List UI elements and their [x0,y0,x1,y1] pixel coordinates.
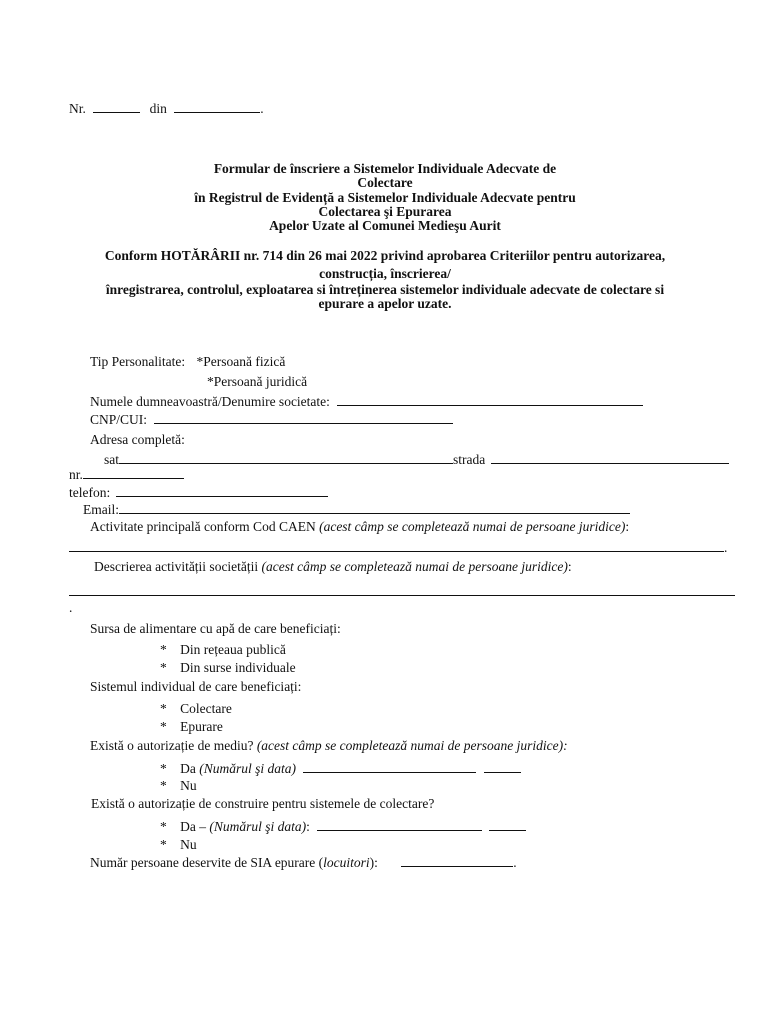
sat-label: sat [104,452,119,467]
numar-data-label: (Numărul şi data) [209,819,307,834]
telefon-field[interactable] [116,485,328,497]
numar-persoane-label: Număr persoane deservite de SIA epurare ( [90,855,324,870]
strada-field[interactable] [491,452,729,464]
period: . [260,101,264,116]
autorizatie-mediu-row [90,738,568,754]
activitate-row [90,519,629,535]
locuitori-label: locuitori [323,855,370,870]
autorizatie-construire-label: Există o autorizație de construire pentru sistemele de colectare? [91,796,435,811]
colon: : [306,819,310,834]
nr-label: Nr. [69,101,86,116]
autorizatie-construire-data-field[interactable] [489,819,526,831]
numar-data-label: (Numărul şi data) [199,761,297,776]
title-line-1: Formular de înscriere a Sistemelor Individuale Adecvate de [213,161,557,176]
descriere-note: (acest câmp se completează numai de persoane juridice) [261,559,568,574]
sursa-label: Sursa de alimentare cu apă de care beneficiați: [90,621,341,636]
numar-persoane-row [90,855,517,871]
sat-field[interactable] [119,452,453,464]
autorizatie-mediu-data-field[interactable] [484,761,521,773]
sistem-option-epurare-label: Epurare [180,719,223,734]
numele-label: Numele dumneavoastră/Denumire societate: [90,394,330,409]
da-dash-label: Da – [180,819,206,834]
persoana-fizica-option[interactable]: *Persoană fizică [196,354,286,369]
bullet-icon: * [160,819,167,834]
persoane-end: ): [369,855,378,870]
bullet-icon: * [160,719,167,734]
telefon-label: telefon: [69,485,111,500]
legal-line-3: înregistrarea, controlul, exploatarea si întreținerea sistemelor individuale adecvate de colectare si [105,282,665,297]
persoana-juridica-option[interactable]: *Persoană juridică [207,374,308,389]
legal-line-2: construcția, înscrierea/ [319,266,451,281]
nr-address-label: nr. [69,467,83,482]
autorizatie-construire-numar-field[interactable] [317,819,482,831]
legal-line-1: Conform HOTĂRÂRII nr. 714 din 26 mai 2022 privind aprobarea Criteriilor pentru autorizarea, [104,248,666,263]
bullet-icon: * [160,778,167,793]
da-label: Da [180,761,196,776]
autorizatie-mediu-numar-field[interactable] [303,761,476,773]
nr-address-field[interactable] [83,467,184,479]
autorizatie-mediu-da[interactable] [160,761,521,777]
adresa-label: Adresa completă: [90,432,185,447]
descriere-row [94,559,572,575]
email-label: Email: [83,502,119,517]
activitate-label: Activitate principală conform Cod CAEN [90,519,316,534]
descriere-field[interactable] [69,595,735,596]
title-line-4: Colectarea şi Epurarea [318,204,452,219]
title-line-5: Apelor Uzate al Comunei Medieşu Aurit [269,218,501,233]
document-number-row [69,101,264,117]
nr-row [69,467,184,483]
sursa-option-retea[interactable] [160,642,286,658]
bullet-icon: * [160,701,167,716]
bullet-icon: * [160,642,167,657]
colon: : [625,519,630,534]
strada-label: strada [453,452,486,467]
telefon-row [69,485,328,501]
email-field[interactable] [119,502,630,514]
sistem-option-colectare-label: Colectare [180,701,232,716]
email-row [83,502,630,518]
numele-row [90,394,643,410]
cnp-label: CNP/CUI: [90,412,148,427]
activitate-period: . [724,540,728,555]
nr-field[interactable] [93,101,140,113]
sistem-option-colectare[interactable] [160,701,232,717]
autorizatie-construire-nu[interactable] [160,837,197,853]
sursa-option-retea-label: Din rețeaua publică [180,642,286,657]
activitate-note: (acest câmp se completează numai de persoane juridice) [319,519,626,534]
tip-personalitate-row [90,354,285,370]
descriere-period: . [69,600,73,615]
bullet-icon: * [160,761,167,776]
title-line-2: Colectare [357,175,413,190]
sistem-label: Sistemul individual de care beneficiați: [90,679,302,694]
autorizatie-mediu-label: Există o autorizație de mediu? [90,738,254,753]
din-label: din [149,101,167,116]
autorizatie-mediu-nu[interactable] [160,778,197,794]
autorizatie-construire-da[interactable] [160,819,526,835]
sursa-option-individuale-label: Din surse individuale [180,660,296,675]
descriere-label: Descrierea activității societății [94,559,259,574]
period: . [513,855,517,870]
cnp-row [90,412,453,428]
bullet-icon: * [160,837,167,852]
tip-personalitate-label: Tip Personalitate: [90,354,186,369]
numele-field[interactable] [337,394,643,406]
numar-persoane-field[interactable] [401,855,513,867]
autorizatie-mediu-note: (acest câmp se completează numai de persoane juridice): [256,738,568,753]
nu-label: Nu [180,778,197,793]
din-field[interactable] [174,101,260,113]
sat-strada-row [104,452,729,468]
sursa-option-individuale[interactable] [160,660,296,676]
legal-line-4: epurare a apelor uzate. [318,296,452,311]
sistem-option-epurare[interactable] [160,719,223,735]
bullet-icon: * [160,660,167,675]
colon: : [567,559,572,574]
title-line-3: în Registrul de Evidență a Sistemelor Individuale Adecvate pentru [194,190,576,205]
activitate-field[interactable] [69,551,724,552]
cnp-field[interactable] [154,412,453,424]
nu-label: Nu [180,837,197,852]
